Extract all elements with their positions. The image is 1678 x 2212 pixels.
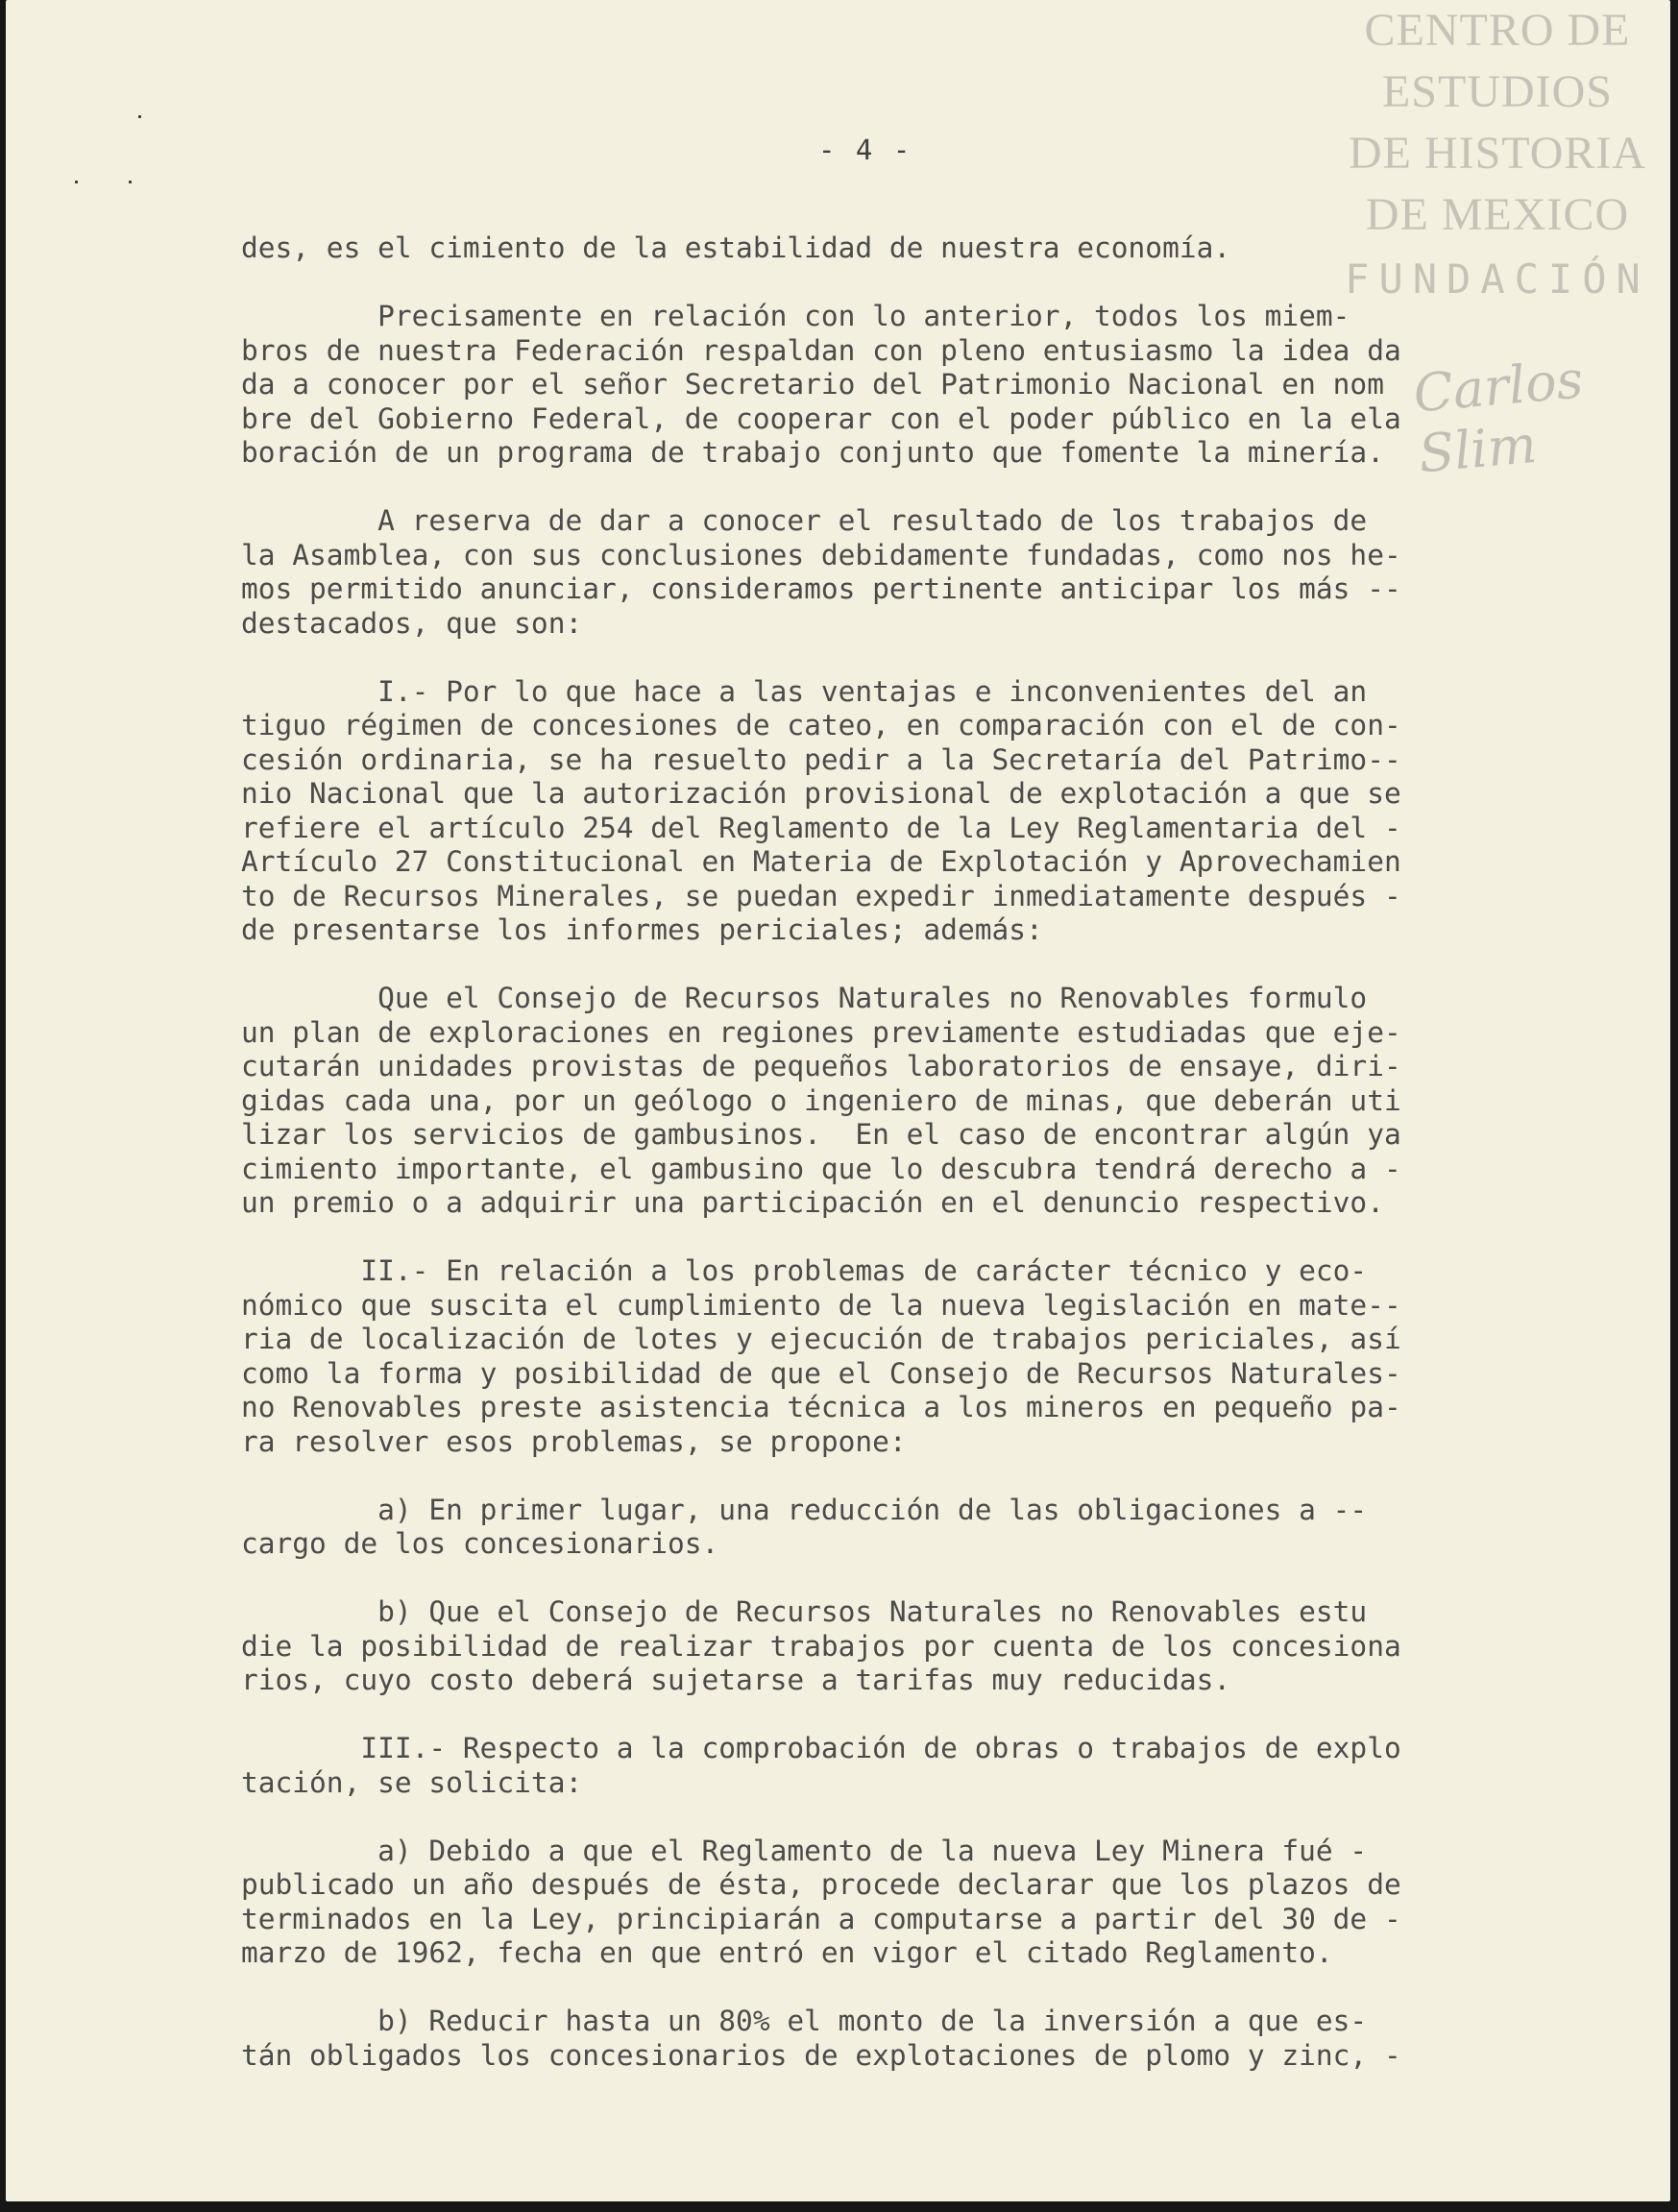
document-page — [6, 0, 1670, 2201]
text-line: bre del Gobierno Federal, de cooperar con el poder público en la ela — [241, 401, 1401, 435]
text-line: publicado un año después de ésta, procede declarar que los plazos de — [241, 1868, 1401, 1901]
text-line: un premio o a adquirir una participación en el denuncio respectivo. — [241, 1186, 1384, 1219]
text-line: de presentarse los informes periciales; además: — [241, 913, 1043, 946]
text-line: terminados en la Ley, principiarán a computarse a partir del 30 de - — [241, 1902, 1401, 1935]
text-line: nómico que suscita el cumplimiento de la nueva legislación en mate-- — [241, 1288, 1401, 1322]
text-line: b) Que el Consejo de Recursos Naturales no Renovables estu — [241, 1595, 1368, 1628]
paragraph-gap — [241, 266, 1591, 301]
paragraph — [241, 231, 1591, 266]
text-line: III.- Respecto a la comprobación de obras o trabajos de explo — [241, 1732, 1401, 1764]
text-line: da a conocer por el señor Secretario del Patrimonio Nacional en nom — [241, 368, 1384, 401]
text-line: refiere el artículo 254 del Reglamento de la Ley Reglamentaria del - — [241, 811, 1401, 844]
paragraph — [241, 2005, 1591, 2073]
watermark-line: CENTRO DE — [1364, 5, 1631, 56]
text-line: to de Recursos Minerales, se puedan expedir inmediatamente después - — [241, 879, 1401, 912]
text-line: II.- En relación a los problemas de carácter técnico y eco- — [241, 1254, 1368, 1287]
text-line: un plan de exploraciones en regiones previamente estudiadas que eje- — [241, 1015, 1401, 1049]
text-line: Artículo 27 Constitucional en Materia de Explotación y Aprovechamien — [241, 845, 1401, 878]
text-line: la Asamblea, con sus conclusiones debidamente fundadas, como nos he- — [241, 538, 1401, 571]
paragraph-gap — [241, 1459, 1591, 1494]
text-line: tán obligados los concesionarios de explotaciones de plomo y zinc, - — [241, 2038, 1401, 2072]
text-line: mos permitido anunciar, consideramos pertinente anticipar los más -- — [241, 572, 1401, 605]
text-line: cargo de los concesionarios. — [241, 1527, 719, 1560]
watermark-line: DE HISTORIA — [1348, 128, 1647, 179]
paragraph — [241, 300, 1591, 471]
paragraph-gap — [241, 1800, 1591, 1835]
text-line: ra resolver esos problemas, se propone: — [241, 1424, 907, 1458]
text-line: Precisamente en relación con lo anterior, todos los miem- — [241, 300, 1350, 332]
watermark-line: ESTUDIOS — [1381, 66, 1613, 117]
text-line: die la posibilidad de realizar trabajos por cuenta de los concesiona — [241, 1629, 1401, 1663]
text-line: como la forma y posibilidad de que el Consejo de Recursos Naturales- — [241, 1356, 1401, 1390]
text-line: tación, se solicita: — [241, 1765, 583, 1799]
watermark-foundation: FUNDACIÓN — [1345, 255, 1650, 303]
text-line: bros de nuestra Federación respaldan con pleno entusiasmo la idea da — [241, 333, 1401, 367]
paragraph-gap — [241, 641, 1591, 675]
paragraph — [241, 1835, 1591, 1971]
text-line: marzo de 1962, fecha en que entró en vigor el citado Reglamento. — [241, 1936, 1333, 1969]
text-line: rios, cuyo costo deberá sujetarse a tarifas muy reducidas. — [241, 1664, 1231, 1696]
paragraph-gap — [241, 1971, 1591, 2005]
watermark-signature: Carlos Slim — [1411, 349, 1586, 485]
text-line: a) Debido a que el Reglamento de la nueva Ley Minera fué - — [241, 1834, 1368, 1867]
text-line: a) En primer lugar, una reducción de las obligaciones a -- — [241, 1493, 1368, 1526]
text-line: I.- Por lo que hace a las ventajas e inconvenientes del an — [241, 674, 1368, 708]
text-line: boración de un programa de trabajo conjunto que fomente la minería. — [241, 436, 1384, 469]
text-line: cimiento importante, el gambusino que lo descubra tendrá derecho a - — [241, 1152, 1401, 1185]
paragraph-gap — [241, 1562, 1591, 1596]
text-line: gidas cada una, por un geólogo o ingeniero de minas, que deberán uti — [241, 1083, 1401, 1117]
paragraph-gap — [241, 1221, 1591, 1255]
text-line: cutarán unidades provistas de pequeños laboratorios de ensaye, diri- — [241, 1050, 1401, 1082]
paragraph — [241, 1494, 1591, 1562]
text-line: des, es el cimiento de la estabilidad de nuestra economía. — [241, 231, 1231, 264]
paragraph — [241, 504, 1591, 641]
paragraph — [241, 1732, 1591, 1800]
text-line: tiguo régimen de concesiones de cateo, en comparación con el de con- — [241, 709, 1401, 741]
text-line: nio Nacional que la autorización provisional de explotación a que se — [241, 777, 1401, 810]
watermark-line: DE MEXICO — [1365, 189, 1630, 240]
paragraph-gap — [241, 471, 1591, 505]
paragraph — [241, 1254, 1591, 1459]
page-number: - 4 - — [818, 134, 912, 166]
text-line: Que el Consejo de Recursos Naturales no Renovables formulo — [241, 982, 1368, 1014]
paragraph-gap — [241, 948, 1591, 983]
paragraph — [241, 1595, 1591, 1698]
text-line: cesión ordinaria, se ha resuelto pedir a la Secretaría del Patrimo-- — [241, 742, 1401, 776]
paper-mark — [129, 181, 132, 183]
paper-mark — [75, 181, 78, 183]
paragraph — [241, 675, 1591, 948]
document-body — [241, 231, 1591, 2073]
text-line: destacados, que son: — [241, 606, 583, 640]
paper-mark — [138, 115, 141, 118]
paragraph — [241, 982, 1591, 1221]
text-line: A reserva de dar a conocer el resultado de los trabajos de — [241, 504, 1368, 537]
text-line: ria de localización de lotes y ejecución de trabajos periciales, así — [241, 1323, 1401, 1355]
text-line: lizar los servicios de gambusinos. En el caso de encontrar algún ya — [241, 1118, 1401, 1151]
text-line: no Renovables preste asistencia técnica a los mineros en pequeño pa- — [241, 1391, 1401, 1423]
paragraph-gap — [241, 1698, 1591, 1733]
text-line: b) Reducir hasta un 80% el monto de la inversión a que es- — [241, 2005, 1368, 2037]
